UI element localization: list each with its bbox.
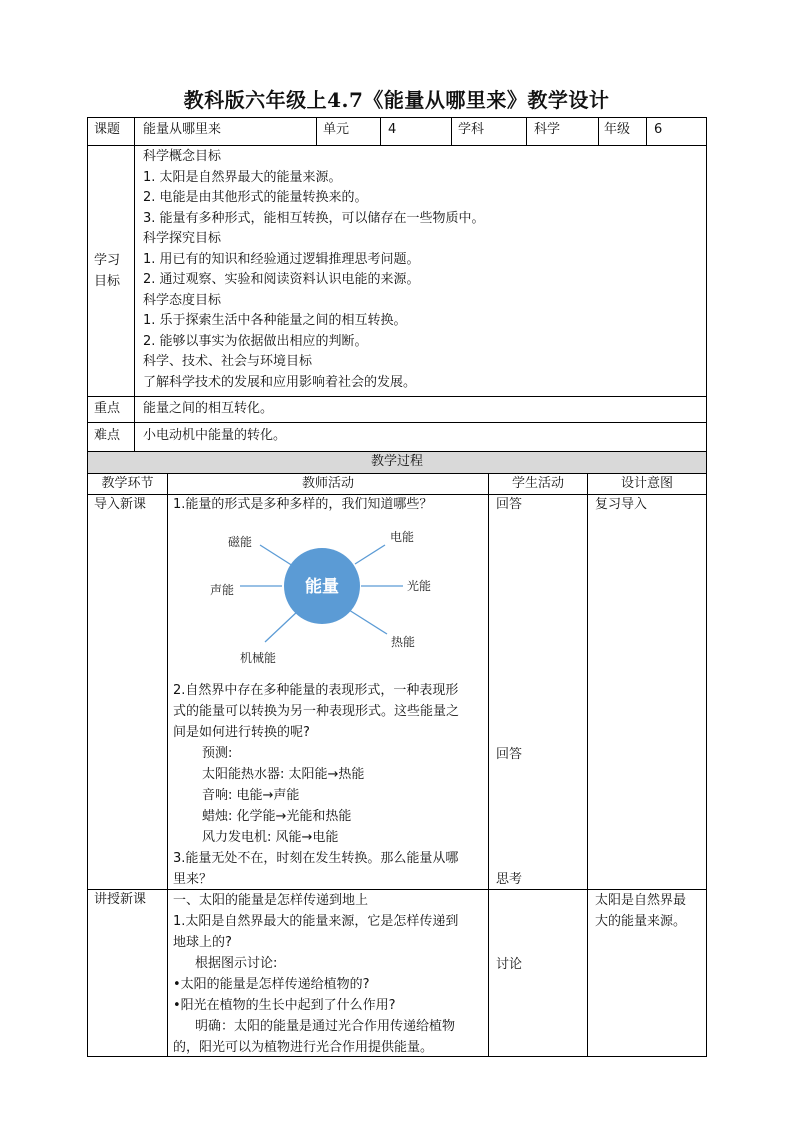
text-line: 里来？: [173, 872, 213, 887]
teach-stage: 讲授新课: [94, 892, 147, 907]
goal-line: 科学概念目标: [143, 149, 222, 164]
diagram-spoke: [260, 545, 293, 566]
diagram-spoke: [355, 545, 385, 564]
energy-sound: 声能: [210, 583, 235, 597]
xueke-label: 学科: [458, 122, 485, 137]
difficulty-label: 难点: [94, 428, 121, 443]
goal-line: 科学探究目标: [143, 231, 222, 246]
energy-diagram: [195, 518, 455, 668]
goals-list: [143, 147, 485, 393]
process-header: 教学过程: [370, 454, 423, 469]
goal-line: 2. 电能是由其他形式的能量转换来的。: [143, 190, 368, 205]
prediction-line: 预测:: [202, 746, 233, 761]
text-line: 2.自然界中存在多种能量的表现形式，一种表现形: [173, 683, 459, 698]
intro-question-3: [173, 848, 458, 890]
key-point-label: 重点: [94, 401, 121, 416]
nianji-value: 6: [654, 122, 663, 137]
intro-student-1: 回答: [496, 497, 523, 512]
prediction-line: 音响: 电能→声能: [202, 788, 300, 803]
text-line: 地球上的?: [173, 935, 232, 950]
intro-intent: 复习导入: [595, 497, 648, 512]
text-line: •阳光在植物的生长中起到了什么作用?: [173, 998, 396, 1013]
goal-line: 了解科学技术的发展和应用影响着社会的发展。: [143, 374, 417, 390]
goal-line: 2. 能够以事实为依据做出相应的判断。: [143, 333, 368, 349]
danyuan-label: 单元: [323, 122, 350, 137]
keti-label: 课题: [94, 122, 121, 137]
text-line: 间是如何进行转换的呢?: [173, 725, 310, 740]
intro-question-1: 1.能量的形式是多种多样的，我们知道哪些？: [173, 497, 433, 512]
col-student: 学生活动: [511, 476, 564, 491]
text-line: •太阳的能量是怎样传递给植物的?: [173, 977, 370, 992]
intro-student-3: 思考: [496, 872, 523, 887]
energy-center-label: 能量: [305, 577, 339, 597]
teach-intent: [595, 890, 686, 932]
intro-student-2: 回答: [496, 747, 523, 762]
diagram-spoke: [349, 610, 387, 634]
diagram-spoke: [265, 610, 299, 642]
col-stage: 教学环节: [101, 476, 154, 491]
difficulty-value: 小电动机中能量的转化。: [143, 428, 287, 443]
nianji-label: 年级: [604, 122, 631, 137]
keti-value: 能量从哪里来: [143, 122, 222, 137]
teach-student: 讨论: [496, 957, 523, 972]
text-line: 3.能量无处不在，时刻在发生转换。那么能量从哪: [173, 851, 459, 866]
document-title: 教科版六年级上4.7《能量从哪里来》教学设计: [183, 88, 610, 112]
intro-question-2: [173, 680, 459, 743]
goal-line: 科学态度目标: [143, 292, 222, 308]
goals-label: 学习: [94, 253, 121, 268]
intro-stage: 导入新课: [94, 497, 147, 512]
prediction-line: 蜡烛: 化学能→光能和热能: [202, 809, 352, 824]
text-line: 1.太阳是自然界最大的能量来源，它是怎样传递到: [173, 914, 459, 929]
energy-light: 光能: [407, 579, 432, 593]
prediction-line: 风力发电机: 风能→电能: [202, 830, 339, 845]
text-line: 明确：太阳的能量是通过光合作用传递给植物: [195, 1019, 456, 1034]
text-line: 根据图示讨论:: [195, 956, 278, 971]
xueke-value: 科学: [534, 122, 561, 137]
text-line: 的，阳光可以为植物进行光合作用提供能量。: [173, 1040, 434, 1055]
prediction-list: [202, 743, 364, 848]
goal-line: 1. 用已有的知识和经验通过逻辑推理思考问题。: [143, 251, 420, 267]
goal-line: 科学、技术、社会与环境目标: [143, 354, 313, 369]
prediction-line: 太阳能热水器: 太阳能→热能: [202, 767, 365, 782]
energy-mechanical: 机械能: [240, 651, 277, 665]
energy-electric: 电能: [390, 530, 415, 544]
text-line: 大的能量来源。: [595, 914, 687, 929]
goal-line: 2. 通过观察、实验和阅读资料认识电能的来源。: [143, 272, 420, 287]
energy-heat: 热能: [391, 635, 416, 649]
goals-label-2: 目标: [94, 274, 121, 289]
goal-line: 1. 太阳是自然界最大的能量来源。: [143, 169, 342, 185]
col-teacher: 教师活动: [301, 476, 354, 491]
goal-line: 1. 乐于探索生活中各种能量之间的相互转换。: [143, 313, 407, 328]
col-intent: 设计意图: [620, 476, 673, 491]
text-line: 一、太阳的能量是怎样传递到地上: [173, 893, 369, 908]
danyuan-value: 4: [388, 122, 397, 137]
energy-magnetic: 磁能: [228, 535, 253, 549]
goal-line: 3. 能量有多种形式，能相互转换，可以储存在一些物质中。: [143, 210, 485, 226]
text-line: 太阳是自然界最: [595, 893, 687, 908]
text-line: 式的能量可以转换为另一种表现形式。这些能量之: [173, 704, 460, 719]
key-point-value: 能量之间的相互转化。: [143, 401, 274, 416]
teach-content: [173, 890, 458, 1058]
